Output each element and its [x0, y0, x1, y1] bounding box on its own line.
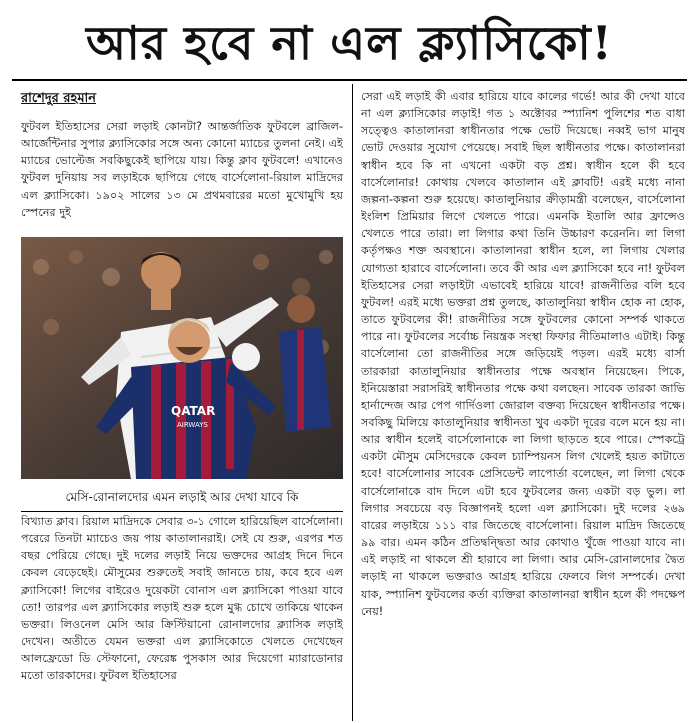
article-photo [21, 237, 343, 479]
article-paragraph: সেরা এই লড়াই কী এবার হারিয়ে যাবে কালের গর্ভে! আর কী দেখা যাবে না এল ক্ল্যাসিকোর লড়াই! গত ১ অক্টোবর স্প্যানিশ পুলিশের শত বাধা সত্ত্বেও কাতালানরা স্বাধীনতার পক্ষে ভোট দিয়েছে। নব্বই ভাগ মানুষ ভোট দেওয়ার সুযোগ পেয়েছে। সবাই ছিল স্বাধীনতার পক্ষে। কাতালানরা স্বাধীন হবে কি না এখনো একটা বড় প্রশ্ন। স্বাধীন হলে কী হবে বার্সেলোনার! কোথায় খেলবে কাতালান এই ক্লাবটি! এরই মধ্যে নানা জল্পনা-কল্পনা শুরু হয়েছে। কাতালুনিয়ার ক্রীড়ামন্ত্রী বলেছেন, বার্সেলোনা ইংলিশ প্রিমিয়ার লিগে খেলতে পারে। এমনকি ইতালি আর ফ্রান্সেও খেলতে পারে তারা। লা লিগার কথা তিনি উচ্চারণ করেননি। লা লিগা কর্তৃপক্ষও শক্ত অবস্থানে। কাতালানরা স্বাধীন হলে, লা লিগায় খেলার যোগ্যতা হারাবে বার্সেলোনা। তবে কী আর এল ক্ল্যাসিকো হবে না! ফুটবল ইতিহাসের সেরা লড়াইটা এভাবেই হারিয়ে যাবে! রাজনীতির বলি হবে ফুটবল! এরই মধ্যে ভক্তরা প্রশ্ন তুলছে, কাতালুনিয়া স্বাধীন হোক না হোক, তাতে ফুটবলের কী! রাজনীতির সঙ্গে ফুটবলের কোনো সম্পর্ক থাকতে পারে না। ফুটবলের সর্বোচ্চ নিয়ন্ত্রক সংস্থা ফিফার নীতিমালাও এটাই। কিন্তু বার্সেলোনা তো রাজনীতির সঙ্গে জড়িয়েই পড়ল। এরই মধ্যে বার্সা তারকারা কাতালুনিয়ার স্বাধীনতার পক্ষে অবস্থান নিয়েছেন। পিকে, ইনিয়েস্তারা সরাসরিই স্বাধীনতার পক্ষে কথা বলছেন। সাবেক তারকা জাভি হার্নান্দেজ আর পেপ গার্দিওলা জোরাল বক্তব্য দিয়েছেন স্বাধীনতার পক্ষে। সবকিছু মিলিয়ে কাতালুনিয়ার স্বাধীনতা খুব একটা দূরের বলে মনে হয় না। আর স্বাধীন হলেই বার্সেলোনাকে লা লিগা ছাড়তে হবে পারে। স্পেকট্রে একটা মৌসুম মেসিদেরকে কেবল চ্যাম্পিয়নস লিগ খেলেই হয়ত কাটাতে হবে! বার্সেলোনার সাবেক প্রেসিডেন্ট লাপোর্তা বলেছেন, লা লিগা থেকে বার্সেলোনাকে বাদ দিলে এটা হবে ফুটবলের জন্য একটা বড় ভুল। লা লিগার সবচেয়ে বড় বিজ্ঞাপনই হলো এল ক্ল্যাসিকো। দুই দলের ২৬৯ বারের লড়াইয়ে ১১১ বার জিতেছে বার্সেলোনা। রিয়াল মাদ্রিদ জিতেছে ৯৯ বার। এমন কঠিন প্রতিদ্বন্দ্বিতা আর কোথাও খুঁজে পাওয়া যাবে না। এই লড়াই না থাকলে শ্রী হারাবে লা লিগা। আর মেসি-রোনালদোর দ্বৈত লড়াই না থাকলে ভক্তরাও আগ্রহ হারিয়ে ফেলবে লিগ সম্পর্কে। দেখা যাক, স্প্যানিশ ফুটবলের কর্তা ব্যক্তিরা কাতালানরা স্বাধীন হলে কী পদক্ষেপ নেয়! [361, 90, 685, 618]
headline: আর হবে না এল ক্ল্যাসিকো! [86, 16, 613, 70]
article-paragraph: ফুটবল ইতিহাসের সেরা লড়াই কোনটা? আন্তর্জাতিক ফুটবলে ব্রাজিল-আর্জেন্টিনার সুপার ক্ল্যাসিকোর সঙ্গে অন্য কোনো ম্যাচের তুলনা নেই। এই ম্যাচের ভোল্টেজ সবকিছুকেই ছাপিয়ে যায়। কিন্তু ক্লাব ফুটবলে! এখানেও ফুটবল দুনিয়ায় সব লড়াইকে ছাপিয়ে গেছে বার্সেলোনা-রিয়াল মাদ্রিদের এল ক্ল্যাসিকো। ১৯০২ সালের ১৩ মে প্রথমবারের মতো মুখোমুখি হয় স্পেনের দুই [21, 120, 343, 219]
article-right-column [361, 88, 685, 721]
article-left-bottom [21, 513, 343, 721]
byline: রাশেদুর রহমান [21, 91, 97, 106]
caption-rule [21, 511, 343, 512]
photo-caption: মেসি-রোনালদোর এমন লড়াই আর দেখা যাবে কি [65, 490, 299, 504]
shirt-sponsor-text: QATAR [171, 404, 216, 418]
article-paragraph: বিখ্যাত ক্লাব। রিয়াল মাদ্রিদকে সেবার ৩-১ গোলে হারিয়েছিল বার্সেলোনা। পরেরে তিনটা ম্যাচেও জয় পায় কাতালানরাই। সেই যে শুরু, এরপর শত বছর পেরিয়ে গেছে। দুই দলের লড়াই নিয়ে ভক্তদের আগ্রহ দিনে দিনে কেবল বেড়েছেই। মৌসুমের শুরুতেই সবাই জানতে চায়, কবে হবে এল ক্ল্যাসিকো! লিগের বাইরেও দুয়েকটা বোনাস এল ক্ল্যাসিকো পাওয়া যাবে তো! তারপর এল ক্ল্যাসিকোর লড়াই শুরু হলে মুগ্ধ চোখে তাকিয়ে থাকেন ভক্তরা। লিওনেল মেসি আর ক্রিস্টিয়ানো রোনালদোর ক্ল্যাসিক লড়াই দেখেন। অতীতে যেমন ভক্তরা এল ক্ল্যাসিকোতে খেলতে দেখেছেন আলফ্রেডো ডি স্টেফানো, ফেরেঙ্ক পুসকাস আর দিয়েগো ম্যারাডোনার মতো তারকাদের। ফুটবল ইতিহাসের [21, 515, 343, 683]
shirt-sponsor-sub-text: AIRWAYS [177, 421, 208, 429]
football [232, 343, 260, 371]
football-players-photo [21, 237, 343, 479]
article-left-top [21, 118, 343, 255]
headline-rule [12, 79, 687, 81]
column-divider [352, 84, 353, 721]
